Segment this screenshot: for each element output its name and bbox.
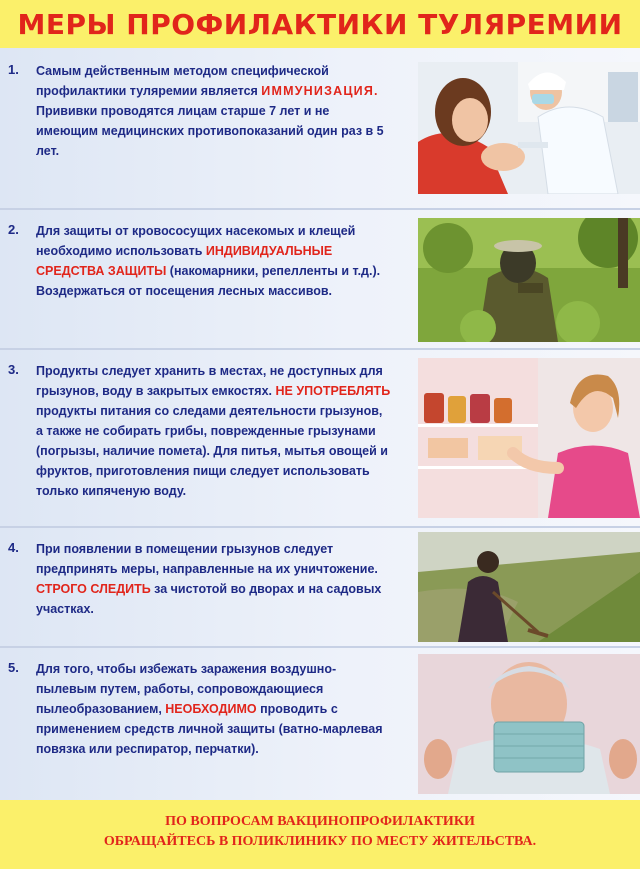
highlight-text: ИНДИВИДУАЛЬНЫЕ СРЕДСТВА ЗАЩИТЫ (36, 244, 333, 278)
measures-list (0, 48, 640, 800)
list-item (0, 348, 640, 528)
item-text (36, 539, 391, 619)
item-text (36, 659, 391, 759)
highlight-text: НЕОБХОДИМО (165, 702, 257, 716)
refrigerator-woman-photo (418, 358, 640, 518)
footer-banner (0, 800, 640, 869)
page-title: МЕРЫ ПРОФИЛАКТИКИ ТУЛЯРЕМИИ (17, 7, 623, 41)
vaccination-photo (418, 62, 640, 194)
list-item (0, 208, 640, 350)
footer-line: ПО ВОПРОСАМ ВАКЦИНОПРОФИЛАКТИКИ (165, 814, 475, 829)
item-number: 2. (8, 222, 19, 237)
item-number: 5. (8, 660, 19, 675)
item-number: 3. (8, 362, 19, 377)
highlight-text: НЕ УПОТРЕБЛЯТЬ (275, 384, 391, 398)
list-item (0, 48, 640, 210)
text-fragment: за чистотой во дворах и на садовых участках. (36, 582, 382, 616)
text-fragment: Прививки проводятся лицам старше 7 лет и не имеющим медицинских противопоказаний один раз в 5 лет. (36, 104, 384, 158)
text-fragment: (накомарники, репелленты и т.д.). Воздержаться от посещения лесных массивов. (36, 264, 381, 298)
text-fragment: Для того, чтобы избежать заражения воздушно-пылевым путем, работы, сопровождающиеся пылеобразованием, (36, 662, 337, 716)
list-item (0, 646, 640, 800)
item-text (36, 221, 391, 301)
text-fragment: Для защиты от кровососущих насекомых и клещей необходимо использовать (36, 224, 356, 258)
item-text (36, 361, 391, 501)
yard-raking-photo (418, 532, 640, 642)
forest-protective-suit-photo (418, 218, 640, 342)
list-item (0, 526, 640, 648)
header-banner (0, 0, 640, 48)
highlight-text: СТРОГО СЛЕДИТЬ (36, 582, 151, 596)
text-fragment: продукты питания со следами деятельности грызунов, а также не собирать грибы, поврежденные грызунами (погрызы, наличие помета). Для питья, мытья овощей и фруктов, приготовления пищи следует использовать только кипяченую воду. (36, 404, 388, 498)
footer-line: ОБРАЩАЙТЕСЬ В ПОЛИКЛИНИКУ ПО МЕСТУ ЖИТЕЛЬСТВА. (103, 834, 537, 849)
text-fragment: Продукты следует хранить в местах, не доступных для грызунов, воду в закрытых емкостях. (36, 364, 383, 398)
highlight-text: ИММУНИЗАЦИЯ. (261, 84, 379, 98)
item-text (36, 61, 391, 161)
gauze-mask-photo (418, 654, 640, 794)
text-fragment: проводить с применением средств личной защиты (ватно-марлевая повязка или респиратор, перчатки). (36, 702, 383, 756)
item-number: 4. (8, 540, 19, 555)
text-fragment: Самым действенным методом специфической профилактики туляремии является (36, 64, 329, 98)
text-fragment: При появлении в помещении грызунов следует предпринять меры, направленные на их уничтожение. (36, 542, 378, 576)
item-number: 1. (8, 62, 19, 77)
